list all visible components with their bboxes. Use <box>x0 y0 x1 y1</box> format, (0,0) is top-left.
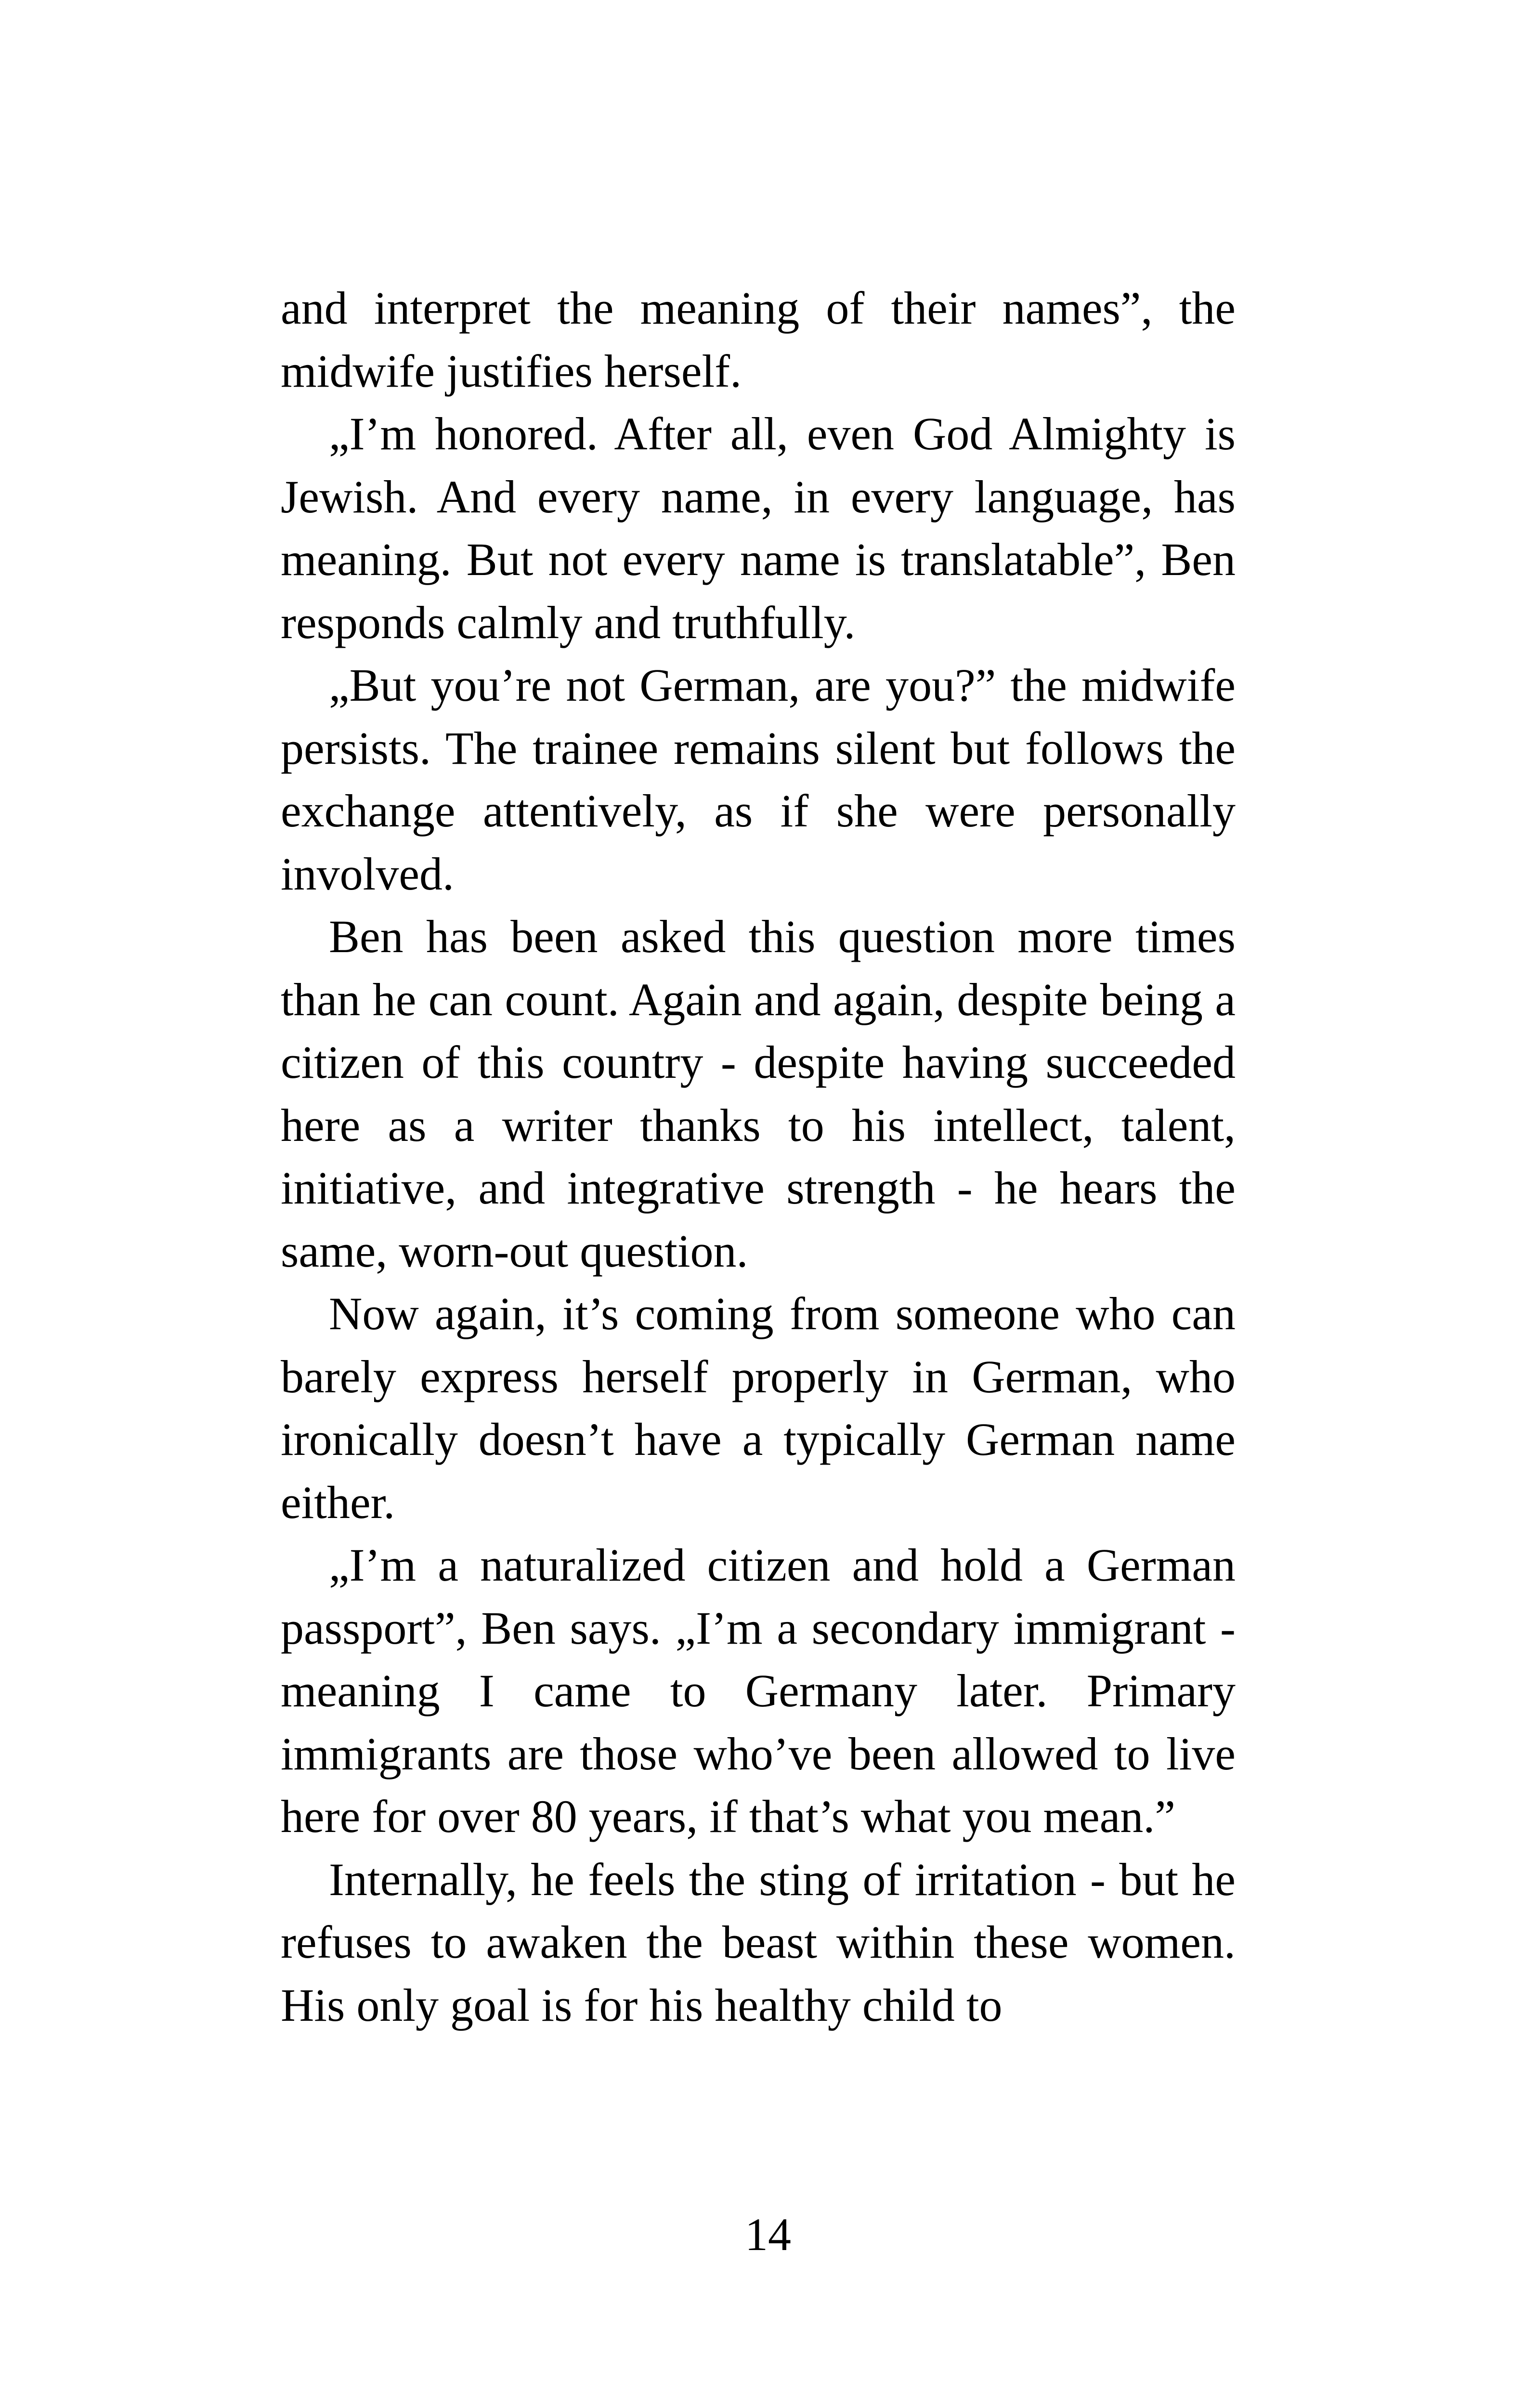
paragraph: „But you’re not German, are you?” the midwife persists. The trainee remains silent but follows the exchange attentively, as if she were personally involved. <box>281 659 1236 900</box>
page-number: 14 <box>745 2209 791 2260</box>
paragraph: Internally, he feels the sting of irritation - but he refuses to awaken the beast within these women. His only goal is for his healthy child to <box>281 1853 1236 2031</box>
paragraph: „I’m honored. After all, even God Almighty is Jewish. And every name, in every language, has meaning. But not every name is translatable”, Ben responds calmly and truthfully. <box>281 408 1236 648</box>
body-text <box>281 277 1236 2037</box>
paragraph: Now again, it’s coming from someone who can barely express herself properly in German, who ironically doesn’t have a typically German name either. <box>281 1288 1236 1528</box>
paragraph: „I’m a naturalized citizen and hold a German passport”, Ben says. „I’m a secondary immigrant - meaning I came to Germany later. Primary immigrants are those who’ve been allowed to live here for over 80 years, if that’s what you mean.” <box>281 1539 1236 1842</box>
paragraph: Ben has been asked this question more times than he can count. Again and again, despite being a citizen of this country - despite having succeeded here as a writer thanks to his intellect, talent, initiative, and integrative strength - he hears the same, worn-out question. <box>281 911 1236 1277</box>
paragraph-continued: and interpret the meaning of their names”, the midwife justifies herself. <box>281 282 1236 397</box>
